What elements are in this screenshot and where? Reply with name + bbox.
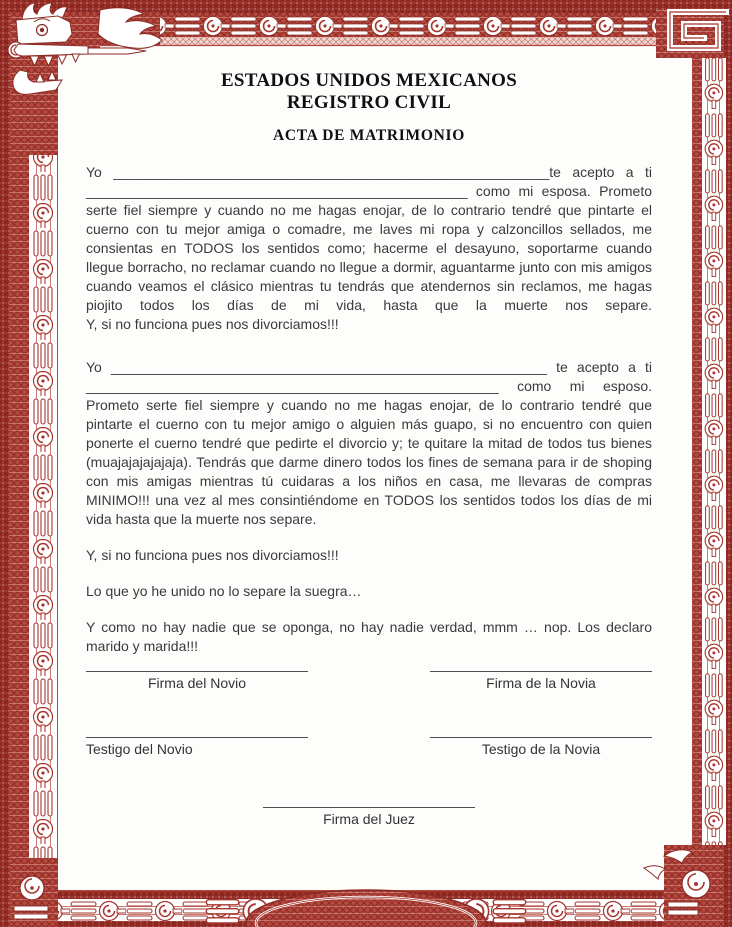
document-subtitle: ACTA DE MATRIMONIO bbox=[272, 126, 465, 144]
border-bottom-band bbox=[0, 891, 732, 927]
bride-witness-block bbox=[430, 737, 652, 757]
judge-signature-line bbox=[263, 807, 475, 808]
mother-in-law-line: Lo que yo he unido no lo separe la suegra… bbox=[86, 583, 362, 600]
judge-signature-label: Firma del Juez bbox=[323, 811, 415, 828]
document-content bbox=[58, 46, 692, 891]
border-top-band bbox=[0, 0, 732, 46]
groom-vow-mid: te acepto a ti bbox=[549, 164, 652, 181]
border-right-band bbox=[692, 0, 732, 927]
groom-witness-line bbox=[86, 737, 308, 738]
groom-vow-tail: Y, si no funciona pues nos divorciamos!!! bbox=[86, 316, 339, 333]
page-title bbox=[86, 70, 652, 115]
declaration-paragraph: Y como no hay nadie que se oponga, no hay nadie verdad, mmm … nop. Los declaro marido y marida!!! bbox=[86, 619, 652, 655]
groom-vow-body: como mi esposa. Prometo serte fiel siempre y cuando no me hagas enojar, de lo contrario tendré que pintarte el cuerno con tu mejor amiga o comadre, me laves mi ropa y calzoncillos sellados, me consientas en TODOS los sentidos como; hacerme el desayuno, soportarme cuando llegue borracho, no reclamar cuando no llegue a dormir, aguantarme junto con mis amigos cuando veamos el clásico mientras tu tendrás que atendernos sin reclamos, me hagas piojito todos los días de mi vida, hasta que la muerte nos separe. bbox=[86, 183, 652, 314]
bride-name-blank-line-2: ________________________________________________________ bbox=[110, 359, 547, 376]
bride-vow-mid: te acepto a ti bbox=[547, 359, 652, 376]
bride-vow-paragraph bbox=[86, 358, 652, 529]
groom-signature-line bbox=[86, 671, 308, 672]
bottom-cartouche-ornament bbox=[206, 890, 525, 927]
title-line-2: REGISTRO CIVIL bbox=[286, 92, 452, 114]
bride-signature-block bbox=[430, 671, 652, 691]
bride-signature-label: Firma de la Novia bbox=[486, 675, 596, 692]
groom-witness-block bbox=[86, 737, 308, 757]
judge-signature-block bbox=[263, 807, 475, 827]
signature-row-couple bbox=[86, 671, 652, 691]
signature-row-witnesses bbox=[86, 737, 652, 757]
border-left-band bbox=[0, 0, 58, 927]
bride-signature-line bbox=[430, 671, 652, 672]
groom-name-blank-line-2: _____________________________________________________ bbox=[86, 378, 499, 395]
groom-vow-paragraph bbox=[86, 163, 652, 315]
bride-vow-prefix: Yo bbox=[86, 359, 111, 376]
groom-vow-prefix: Yo bbox=[86, 164, 114, 181]
groom-signature-label: Firma del Novio bbox=[147, 675, 247, 692]
groom-signature-block bbox=[86, 671, 308, 691]
groom-name-blank-line: ________________________________________________________ bbox=[113, 164, 550, 181]
bottom-left-curl-ornament bbox=[0, 858, 58, 927]
divorce-line: Y, si no funciona pues nos divorciamos!!! bbox=[86, 547, 339, 564]
bride-witness-line bbox=[430, 737, 652, 738]
bride-name-blank-line: _________________________________________________ bbox=[86, 183, 468, 200]
groom-witness-label: Testigo del Novio bbox=[86, 741, 193, 758]
bride-vow-body: como mi esposo. Prometo serte fiel siempre y cuando no me hagas enojar, de lo contrario tendré que pintarte el cuerno con tu mejor amigo o alguien más guapo, si no encuentro con quien ponerte el cuerno tendré que pedirte el divorcio y; te quitare la mitad de todos tus bienes (muajajajajajaja). Tendrás que darme dinero todos los fines de semana para ir de shoping con mis amigas mientras tú cuidaras a los niños en casa, me llevaras de compras MINIMO!!! una vez al mes consintiéndome en TODOS los sentidos todos los días de mi vida hasta que la muerte nos separe. bbox=[86, 378, 652, 528]
bride-witness-label: Testigo de la Novia bbox=[481, 741, 601, 758]
title-line-1: ESTADOS UNIDOS MEXICANOS bbox=[220, 70, 518, 91]
